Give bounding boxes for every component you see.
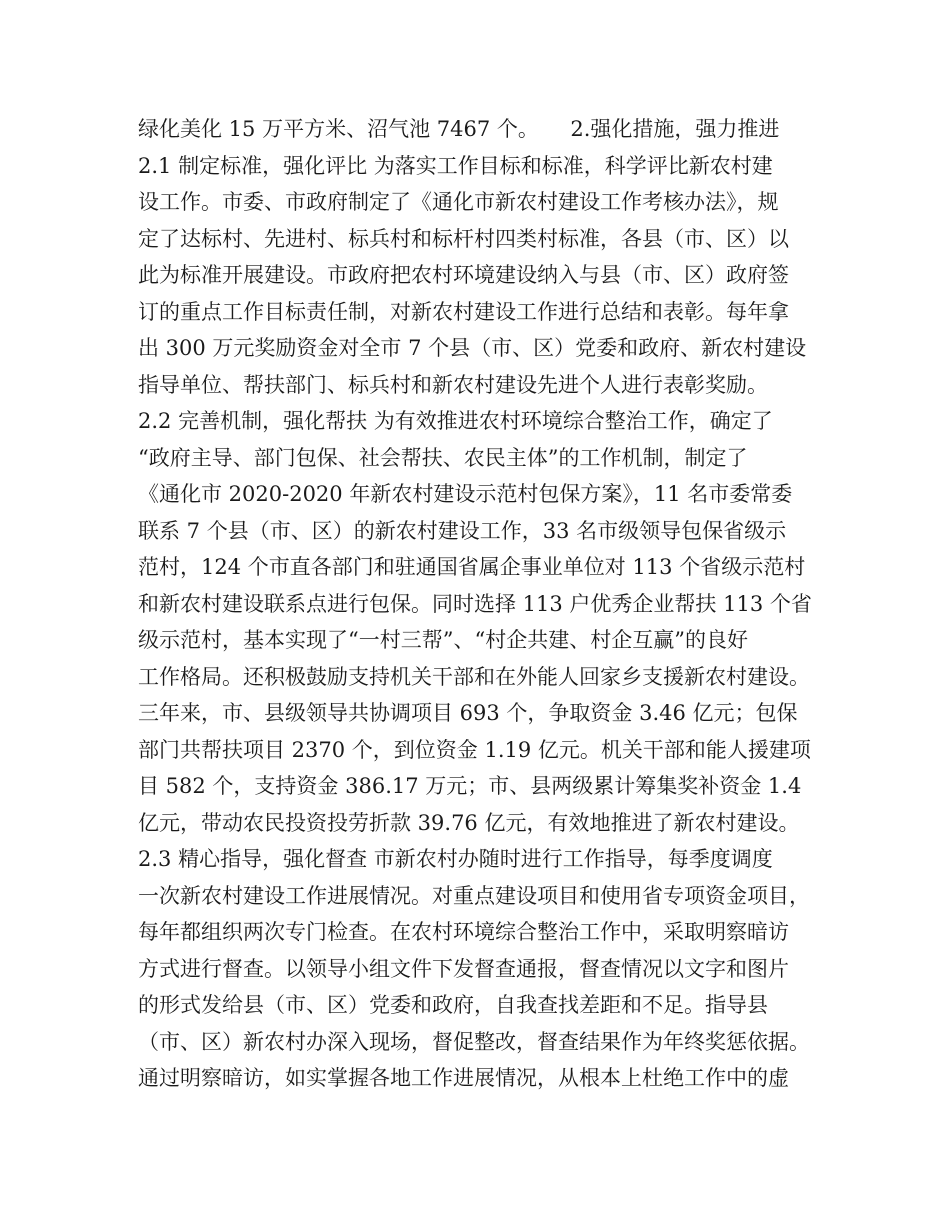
text-line: 2.2 完善机制，强化帮扶 为有效推进农村环境综合整治工作，确定了 — [138, 409, 773, 433]
text-line: 方式进行督查。以领导小组文件下发督查通报，督查情况以文字和图片 — [138, 956, 789, 981]
text-line: 通过明察暗访，如实掌握各地工作进展情况，从根本上杜绝工作中的虚 — [138, 1066, 789, 1090]
text-line: 目 582 个，支持资金 386.17 万元；市、县两级累计筹集奖补资金 1.4 — [138, 774, 802, 798]
text-line: 一次新农村建设工作进展情况。对重点建设项目和使用省专项资金项目， — [138, 883, 810, 908]
text-line: 此为标准开展建设。市政府把农村环境建设纳入与县（市、区）政府签 — [138, 263, 789, 287]
text-line: 范村，124 个市直各部门和驻通国省属企事业单位对 113 个省级示范村 — [138, 555, 806, 579]
text-line: 指导单位、帮扶部门、标兵村和新农村建设先进个人进行表彰奖励。 — [138, 372, 768, 397]
text-line: 联系 7 个县（市、区）的新农村建设工作，33 名市级领导包保省级示 — [138, 518, 787, 543]
text-line: 2.3 精心指导，强化督查 市新农村办随时进行工作指导，每季度调度 — [138, 847, 773, 871]
text-line: （市、区）新农村办深入现场，督促整改，督查结果作为年终奖惩依据。 — [138, 1029, 810, 1054]
text-line: 定了达标村、先进村、标兵村和标杆村四类村标准，各县（市、区）以 — [138, 226, 789, 251]
text-line: 工作格局。还积极鼓励支持机关干部和在外能人回家乡支援新农村建设。 — [138, 664, 810, 689]
text-line: 设工作。市委、市政府制定了《通化市新农村建设工作考核办法》，规 — [138, 190, 779, 214]
text-line: 每年都组织两次专门检查。在农村环境综合整治工作中，采取明察暗访 — [138, 920, 789, 944]
text-line: 三年来，市、县级领导共协调项目 693 个，争取资金 3.46 亿元；包保 — [138, 701, 798, 725]
text-line: 订的重点工作目标责任制，对新农村建设工作进行总结和表彰。每年拿 — [138, 299, 789, 324]
text-line: 和新农村建设联系点进行包保。同时选择 113 户优秀企业帮扶 113 个省 — [138, 591, 812, 616]
text-line: 2.1 制定标准，强化评比 为落实工作目标和标准，科学评比新农村建 — [138, 153, 773, 178]
body-text — [138, 111, 828, 1097]
text-line: 绿化美化 15 万平方米、沼气池 7467 个。 2.强化措施，强力推进 — [138, 117, 780, 141]
text-line: 亿元，带动农民投资投劳折款 39.76 亿元，有效地推进了新农村建设。 — [138, 810, 800, 835]
text-line: 出 300 万元奖励资金对全市 7 个县（市、区）党委和政府、新农村建设 — [138, 336, 807, 360]
text-line: “政府主导、部门包保、社会帮扶、农民主体”的工作机制，制定了 — [138, 445, 748, 470]
text-line: 部门共帮扶项目 2370 个，到位资金 1.19 亿元。机关干部和能人援建项 — [138, 737, 811, 762]
text-line: 级示范村，基本实现了“一村三帮”、“村企共建、村企互赢”的良好 — [138, 628, 748, 652]
text-line: 《通化市 2020-2020 年新农村建设示范村包保方案》，11 名市委常委 — [138, 482, 793, 506]
text-line: 的形式发给县（市、区）党委和政府，自我查找差距和不足。指导县 — [138, 993, 768, 1017]
